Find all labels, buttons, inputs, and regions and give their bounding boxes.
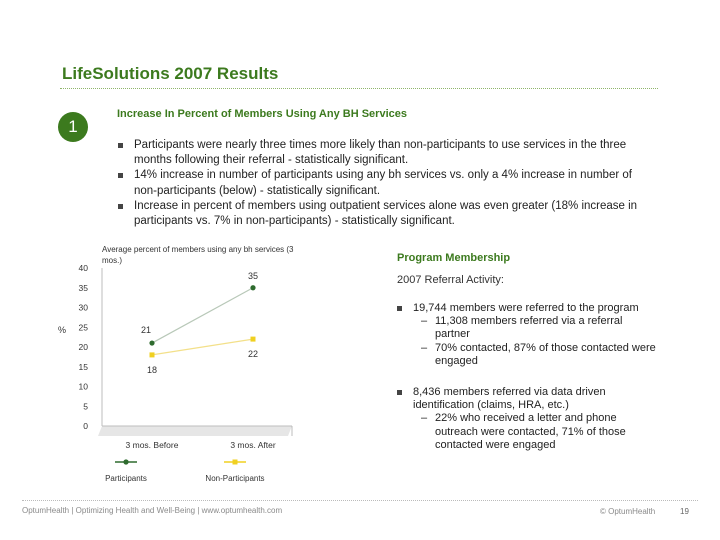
referral-activity-subheading: 2007 Referral Activity: [397, 274, 504, 286]
data-label: 22 [247, 349, 259, 360]
usage-line-chart [0, 236, 320, 496]
series-line-non-participants [152, 339, 253, 355]
section-number-badge: 1 [58, 112, 88, 142]
y-tick-label: 5 [83, 401, 88, 412]
finding-item: 14% increase in number of participants using any bh services vs. only a 4% increase in number of non-participants (below) - statistically significant. [118, 168, 658, 198]
slide-title: LifeSolutions 2007 Results [62, 64, 279, 83]
data-label: 35 [247, 270, 259, 281]
findings-list [118, 138, 658, 229]
section-heading: Increase In Percent of Members Using Any BH Services [117, 108, 407, 120]
referral-activity-list [397, 302, 659, 452]
y-tick-label: 15 [78, 361, 88, 372]
y-tick-label: 20 [78, 342, 88, 352]
referral-item [397, 302, 659, 368]
y-tick-label: 0 [83, 421, 88, 431]
non-participants-point [251, 337, 256, 342]
chart-title: Average percent of members using any bh services (3 mos.) [102, 245, 294, 265]
legend-label: Participants [105, 474, 147, 483]
legend-marker [123, 459, 128, 464]
referral-subitem: – 22% who received a letter and phone outreach were contacted, 71% of those contacted were engaged [413, 412, 659, 452]
y-tick-label: 25 [78, 322, 88, 333]
participants-point [149, 340, 154, 345]
x-tick-label: 3 mos. After [230, 440, 276, 450]
legend-label: Non-Participants [205, 474, 265, 483]
participants-point [250, 285, 255, 290]
data-label: 21 [140, 325, 152, 336]
referral-item-text: 8,436 members referred via data driven identification (claims, HRA, etc.) [413, 386, 606, 412]
footer-tagline: OptumHealth | Optimizing Health and Well-Being | www.optumhealth.com [22, 506, 283, 515]
referral-item-text: 19,744 members were referred to the program [413, 302, 639, 314]
y-tick-label: 30 [78, 302, 88, 313]
y-axis-label: % [58, 325, 67, 336]
footer-copyright: © OptumHealth [600, 507, 656, 516]
title-divider [60, 88, 658, 89]
series-line-participants [152, 288, 253, 343]
referral-item [397, 386, 659, 452]
finding-item: Increase in percent of members using outpatient services alone was even greater (18% increase in participants vs. 7% in non-participants) - statistically significant. [118, 199, 658, 229]
program-membership-heading: Program Membership [397, 252, 511, 264]
chart-floor [98, 426, 292, 436]
y-tick-label: 40 [78, 263, 88, 273]
non-participants-point [150, 352, 155, 357]
y-tick-label: 10 [78, 381, 88, 392]
y-tick-label: 35 [78, 282, 88, 293]
legend-marker [233, 460, 238, 465]
data-label: 18 [146, 364, 158, 375]
footer-divider [22, 500, 698, 501]
referral-subitem: – 11,308 members referred via a referral partner [413, 315, 659, 341]
referral-subitem: – 70% contacted, 87% of those contacted were engaged [413, 342, 659, 368]
finding-item: Participants were nearly three times more likely than non-participants to use services in the three months following their referral - statistically significant. [118, 138, 658, 168]
x-tick-label: 3 mos. Before [125, 440, 179, 450]
page-number: 19 [680, 507, 689, 516]
